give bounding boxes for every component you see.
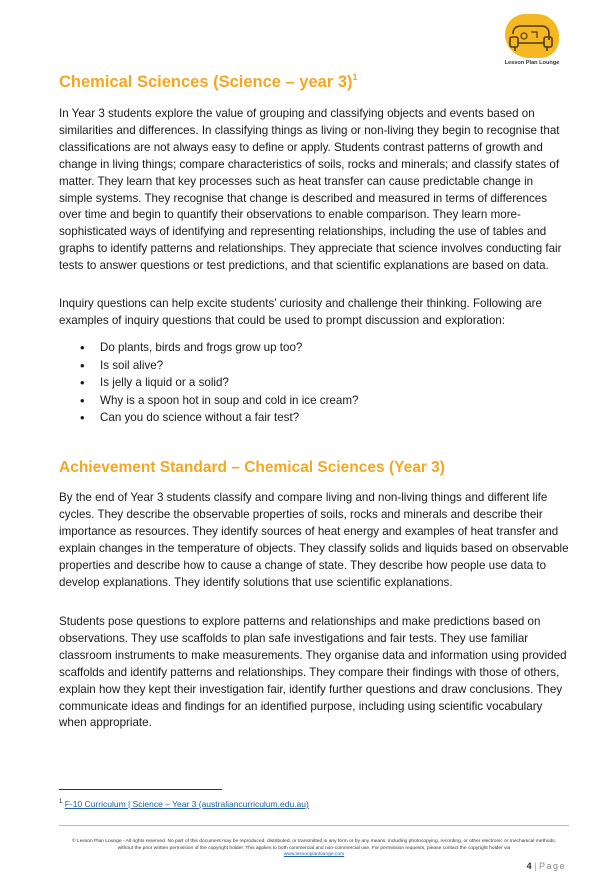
logo-text: Lesson Plan Lounge [504,60,560,66]
page-label: Page [538,861,566,871]
page-title-text: Chemical Sciences (Science – year 3) [59,73,353,91]
page-number-value: 4 [526,861,532,871]
curriculum-link[interactable]: F-10 Curriculum | Science – Year 3 (australiancurriculum.edu.au) [64,799,309,809]
page-number [527,861,566,871]
footnote-divider [59,789,222,790]
website-link[interactable]: www.lessonplanlounge.com [283,852,345,858]
inquiry-questions-list [59,339,358,427]
achievement-paragraph-2: Students pose questions to explore patterns and relationships and make predictions based on observations. They use scaffolds to plan safe investigations and fair tests. They use familiar classroom instruments to make measurements. They organise data and information using provided scaffolds and identify patterns and relationships. They compare their findings with those of others, explain how they kept their investigation fair, identify further questions and draw conclusions. They communicate ideas and findings for an identified purpose, including using scientific vocabulary when appropriate. [59,615,567,730]
copyright-text: © Lesson Plan Lounge - All rights reserved. No part of this document may be reproduced, distributed, or transmitted in any form or by any means, including photocopying, recording, or other electronic or mechanical methods, without the prior written permission of the copyright holder. This applies to both commercial and non-commercial use. For permission requests, please contact the copyright holder via [72,839,556,851]
page-title [59,73,358,92]
footnote-marker: 1 [59,799,63,805]
page-separator: | [534,861,537,871]
achievement-paragraph-1: By the end of Year 3 students classify and compare living and non-living things and different life cycles. They describe the observable properties of soils, rocks and minerals and describe their importance as resources. They identify sources of heat energy and examples of heat transfer and explain changes in the temperature of objects. They classify solids and liquids based on observable properties and describe how to cause a change of state. They describe how people use data to develop explanations. They identify solutions that use scientific explanations. [59,491,569,589]
lesson-plan-lounge-logo [497,14,567,72]
footer-divider [59,825,569,826]
list-item: • Is soil alive? [59,357,358,375]
copyright-notice [64,839,564,859]
list-item: • Can you do science without a fair test? [59,409,358,427]
list-item: • Why is a spoon hot in soup and cold in ice cream? [59,392,358,410]
intro-paragraph: In Year 3 students explore the value of grouping and classifying objects and events based on similarities and differences. In classifying things as living or non-living they begin to recognise that classifications are not always easy to define or apply. Students contrast patterns of growth and change in living things; compare characteristics of soils, rocks and minerals; and classify states of matter. They learn that key processes such as heat transfer can cause predictable change in simple systems. They recognise that change is described and measured in terms of differences over time and begin to quantify their observations to enable comparison. They learn more-sophisticated ways of identifying and representing relationships, including the use of tables and graphs to identify patterns and relationships. They appreciate that science involves conducting fair tests to answer questions or test predictions, and that scientific explanations are based on data. [59,107,562,273]
achievement-standard-heading: Achievement Standard – Chemical Sciences (Year 3) [59,459,445,476]
list-item: • Is jelly a liquid or a solid? [59,374,358,392]
armchair-icon [507,22,557,56]
inquiry-intro-paragraph: Inquiry questions can help excite students’ curiosity and challenge their thinking. Following are examples of inquiry questions that could be used to prompt discussion and exploration: [59,297,542,327]
footnote-reference[interactable]: 1 [352,72,358,82]
list-item: • Do plants, birds and frogs grow up too? [59,339,358,357]
footnote [59,799,309,809]
